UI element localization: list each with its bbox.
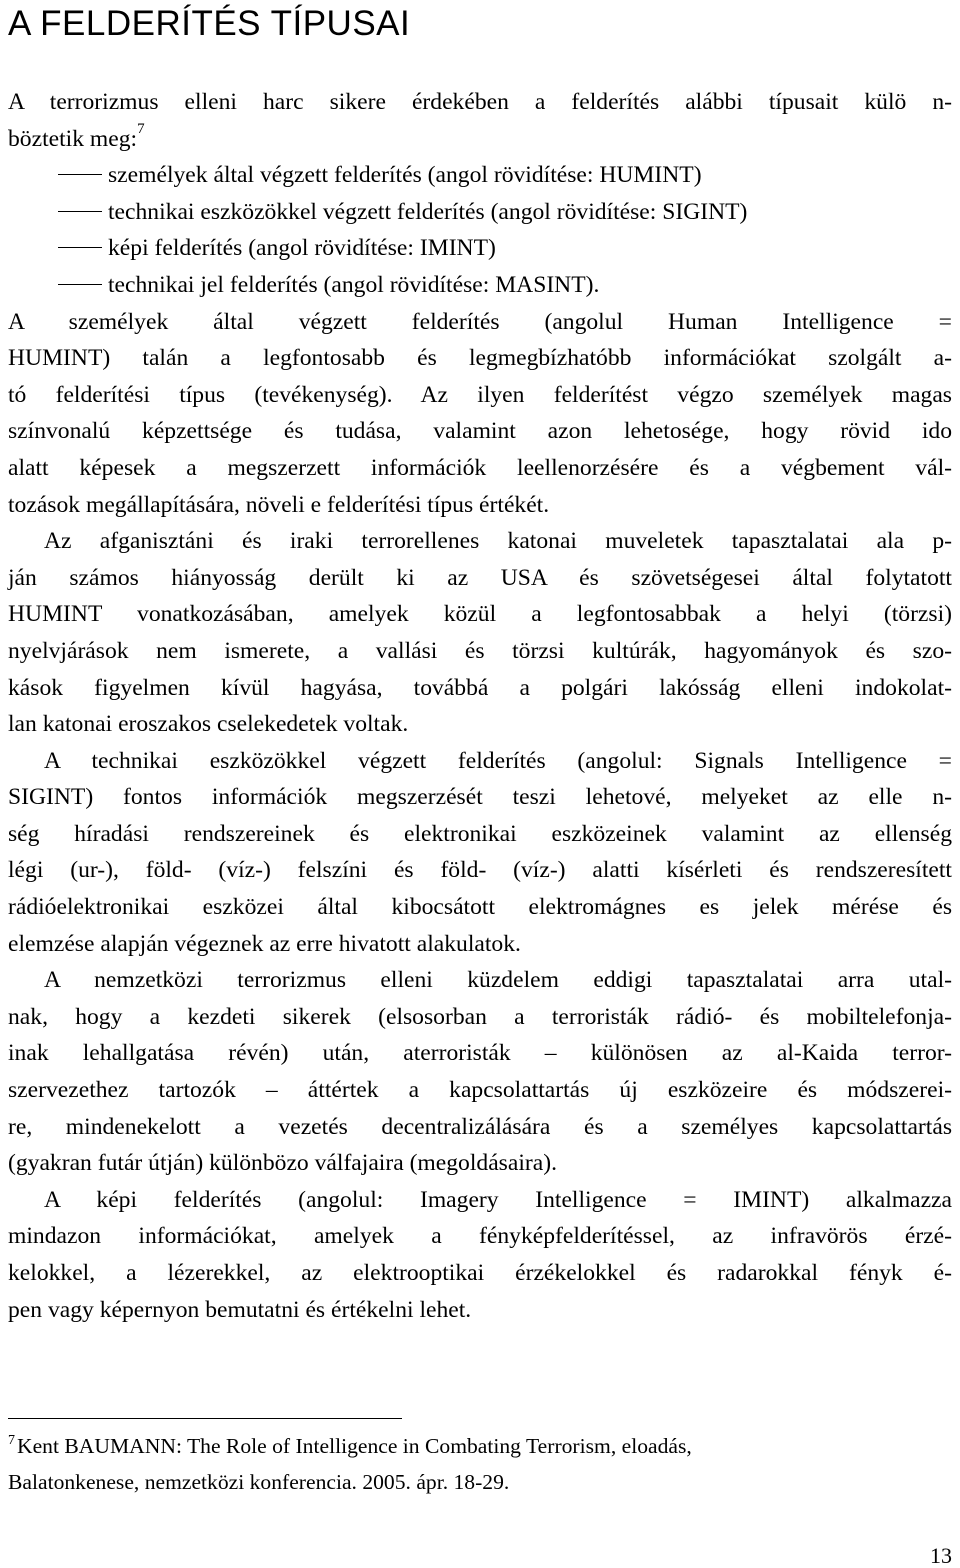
text-line: rádióelektronikai eszközei által kibocsátott elektromágnes es jelek mérése és	[8, 894, 952, 921]
footnote-line	[8, 1430, 692, 1466]
text-line: alatt képesek a megszerzett információk leellenorzésére és a végbement vál-	[8, 454, 952, 481]
text-line: tó felderítési típus (tevékenység). Az ilyen felderítést végzo személyek magas	[8, 381, 952, 408]
page-title: A FELDERÍTÉS TÍPUSAI	[8, 4, 411, 43]
text-line: A terrorizmus elleni harc sikere érdekében a felderítés alábbi típusait külö n-	[8, 89, 952, 115]
dash-bullet	[58, 174, 102, 175]
text-line: elemzése alapján végeznek az erre hivatott alakulatok.	[8, 930, 521, 957]
text-line: (gyakran futár útján) különbözo válfajaira (megoldásaira).	[8, 1150, 557, 1177]
text-line: ján számos hiányosság derült ki az USA és szövetségesei által folytatott	[8, 564, 952, 591]
list-item	[8, 230, 952, 267]
footnote-separator	[8, 1418, 402, 1419]
text-line: pen vagy képernyon bemutatni és értékelni lehet.	[8, 1296, 472, 1323]
text-line: kelokkel, a lézerekkel, az elektrooptikai érzékelokkel és radarokkal fényk é-	[8, 1260, 952, 1286]
text-line: A képi felderítés (angolul: Imagery Intelligence = IMINT) alkalmazza	[44, 1186, 952, 1213]
intro-paragraph	[8, 84, 952, 157]
terror-paragraph	[8, 962, 952, 1182]
humint-paragraph	[8, 304, 952, 524]
imint-paragraph	[8, 1182, 952, 1328]
text-line: szervezethez tartozók – áttértek a kapcsolattartás új eszközeire és módszerei-	[8, 1077, 952, 1104]
text-line: A nemzetközi terrorizmus elleni küzdelem eddigi tapasztalatai arra utal-	[44, 967, 952, 994]
text-line: kások figyelmen kívül hagyása, továbbá a polgári lakósság elleni indokolat-	[8, 674, 952, 701]
afghan-paragraph	[8, 523, 952, 743]
dash-bullet	[58, 284, 102, 285]
text-line: HUMINT vonatkozásában, amelyek közül a legfontosabbak a helyi (törzsi)	[8, 601, 952, 628]
text-line: légi (ur-), föld- (víz-) felszíni és föld- (víz-) alatti kísérleti és rendszeresített	[8, 857, 952, 884]
list-item-text: technikai eszközökkel végzett felderítés (angol rövidítése: SIGINT)	[108, 198, 748, 225]
sigint-paragraph	[8, 743, 952, 963]
text-line: re, mindenekelott a vezetés decentralizálására és a személyes kapcsolattartás	[8, 1113, 952, 1140]
text-line: A személyek által végzett felderítés (angolul Human Intelligence =	[8, 308, 952, 335]
text-line: HUMINT) talán a legfontosabb és legmegbízhatóbb információkat szolgált a-	[8, 345, 952, 372]
list-item	[8, 194, 952, 231]
list-item-text: technikai jel felderítés (angol rövidítése: MASINT).	[108, 271, 600, 298]
list-item-text: személyek által végzett felderítés (angol rövidítése: HUMINT)	[108, 162, 702, 189]
footnote-mark: 7	[8, 1433, 15, 1448]
list-item	[8, 157, 952, 194]
list-item-text: képi felderítés (angol rövidítése: IMINT)	[108, 235, 496, 262]
text-line: inak lehallgatása révén) után, aterroristák – különösen az al-Kaida terror-	[8, 1040, 952, 1067]
footnote-reference: 7	[137, 120, 145, 137]
text-line: tozások megállapítására, növeli e felderítési típus értékét.	[8, 491, 550, 518]
text-line: A technikai eszközökkel végzett felderítés (angolul: Signals Intelligence =	[44, 747, 952, 774]
text-line: nak, hogy a kezdeti sikerek (elsosorban a terroristák rádió- és mobiltelefonja-	[8, 1003, 952, 1030]
page-number: 13	[930, 1543, 952, 1568]
dash-bullet	[58, 211, 102, 212]
footnote-text: Kent BAUMANN: The Role of Intelligence in Combating Terrorism, eloadás,	[17, 1434, 692, 1458]
text-line: színvonalú képzettsége és tudása, valamint azon lehetosége, hogy rövid ido	[8, 418, 952, 445]
list-item	[8, 267, 952, 304]
text-line: lan katonai eroszakos cselekedetek voltak.	[8, 711, 409, 738]
text-line: ség híradási rendszereinek és elektronikai eszközeinek valamint az ellenség	[8, 820, 952, 847]
footnote	[8, 1430, 692, 1498]
text-line: Az afganisztáni és iraki terrorellenes katonai muveletek tapasztalatai ala p-	[44, 528, 952, 555]
footnote-line: Balatonkenese, nemzetközi konferencia. 2005. ápr. 18-29.	[8, 1470, 510, 1494]
text-line: SIGINT) fontos információk megszerzését teszi lehetové, melyeket az elle n-	[8, 784, 952, 811]
text-line-with-ref	[8, 121, 952, 158]
text-line: nyelvjárások nem ismerete, a vallási és törzsi kultúrák, hagyományok és szo-	[8, 637, 952, 664]
text-line: mindazon információkat, amelyek a fényképfelderítéssel, az infravörös érzé-	[8, 1223, 952, 1250]
dash-bullet	[58, 247, 102, 248]
types-list	[8, 157, 952, 303]
body-text	[8, 84, 952, 1328]
text-line: böztetik meg:	[8, 125, 138, 152]
